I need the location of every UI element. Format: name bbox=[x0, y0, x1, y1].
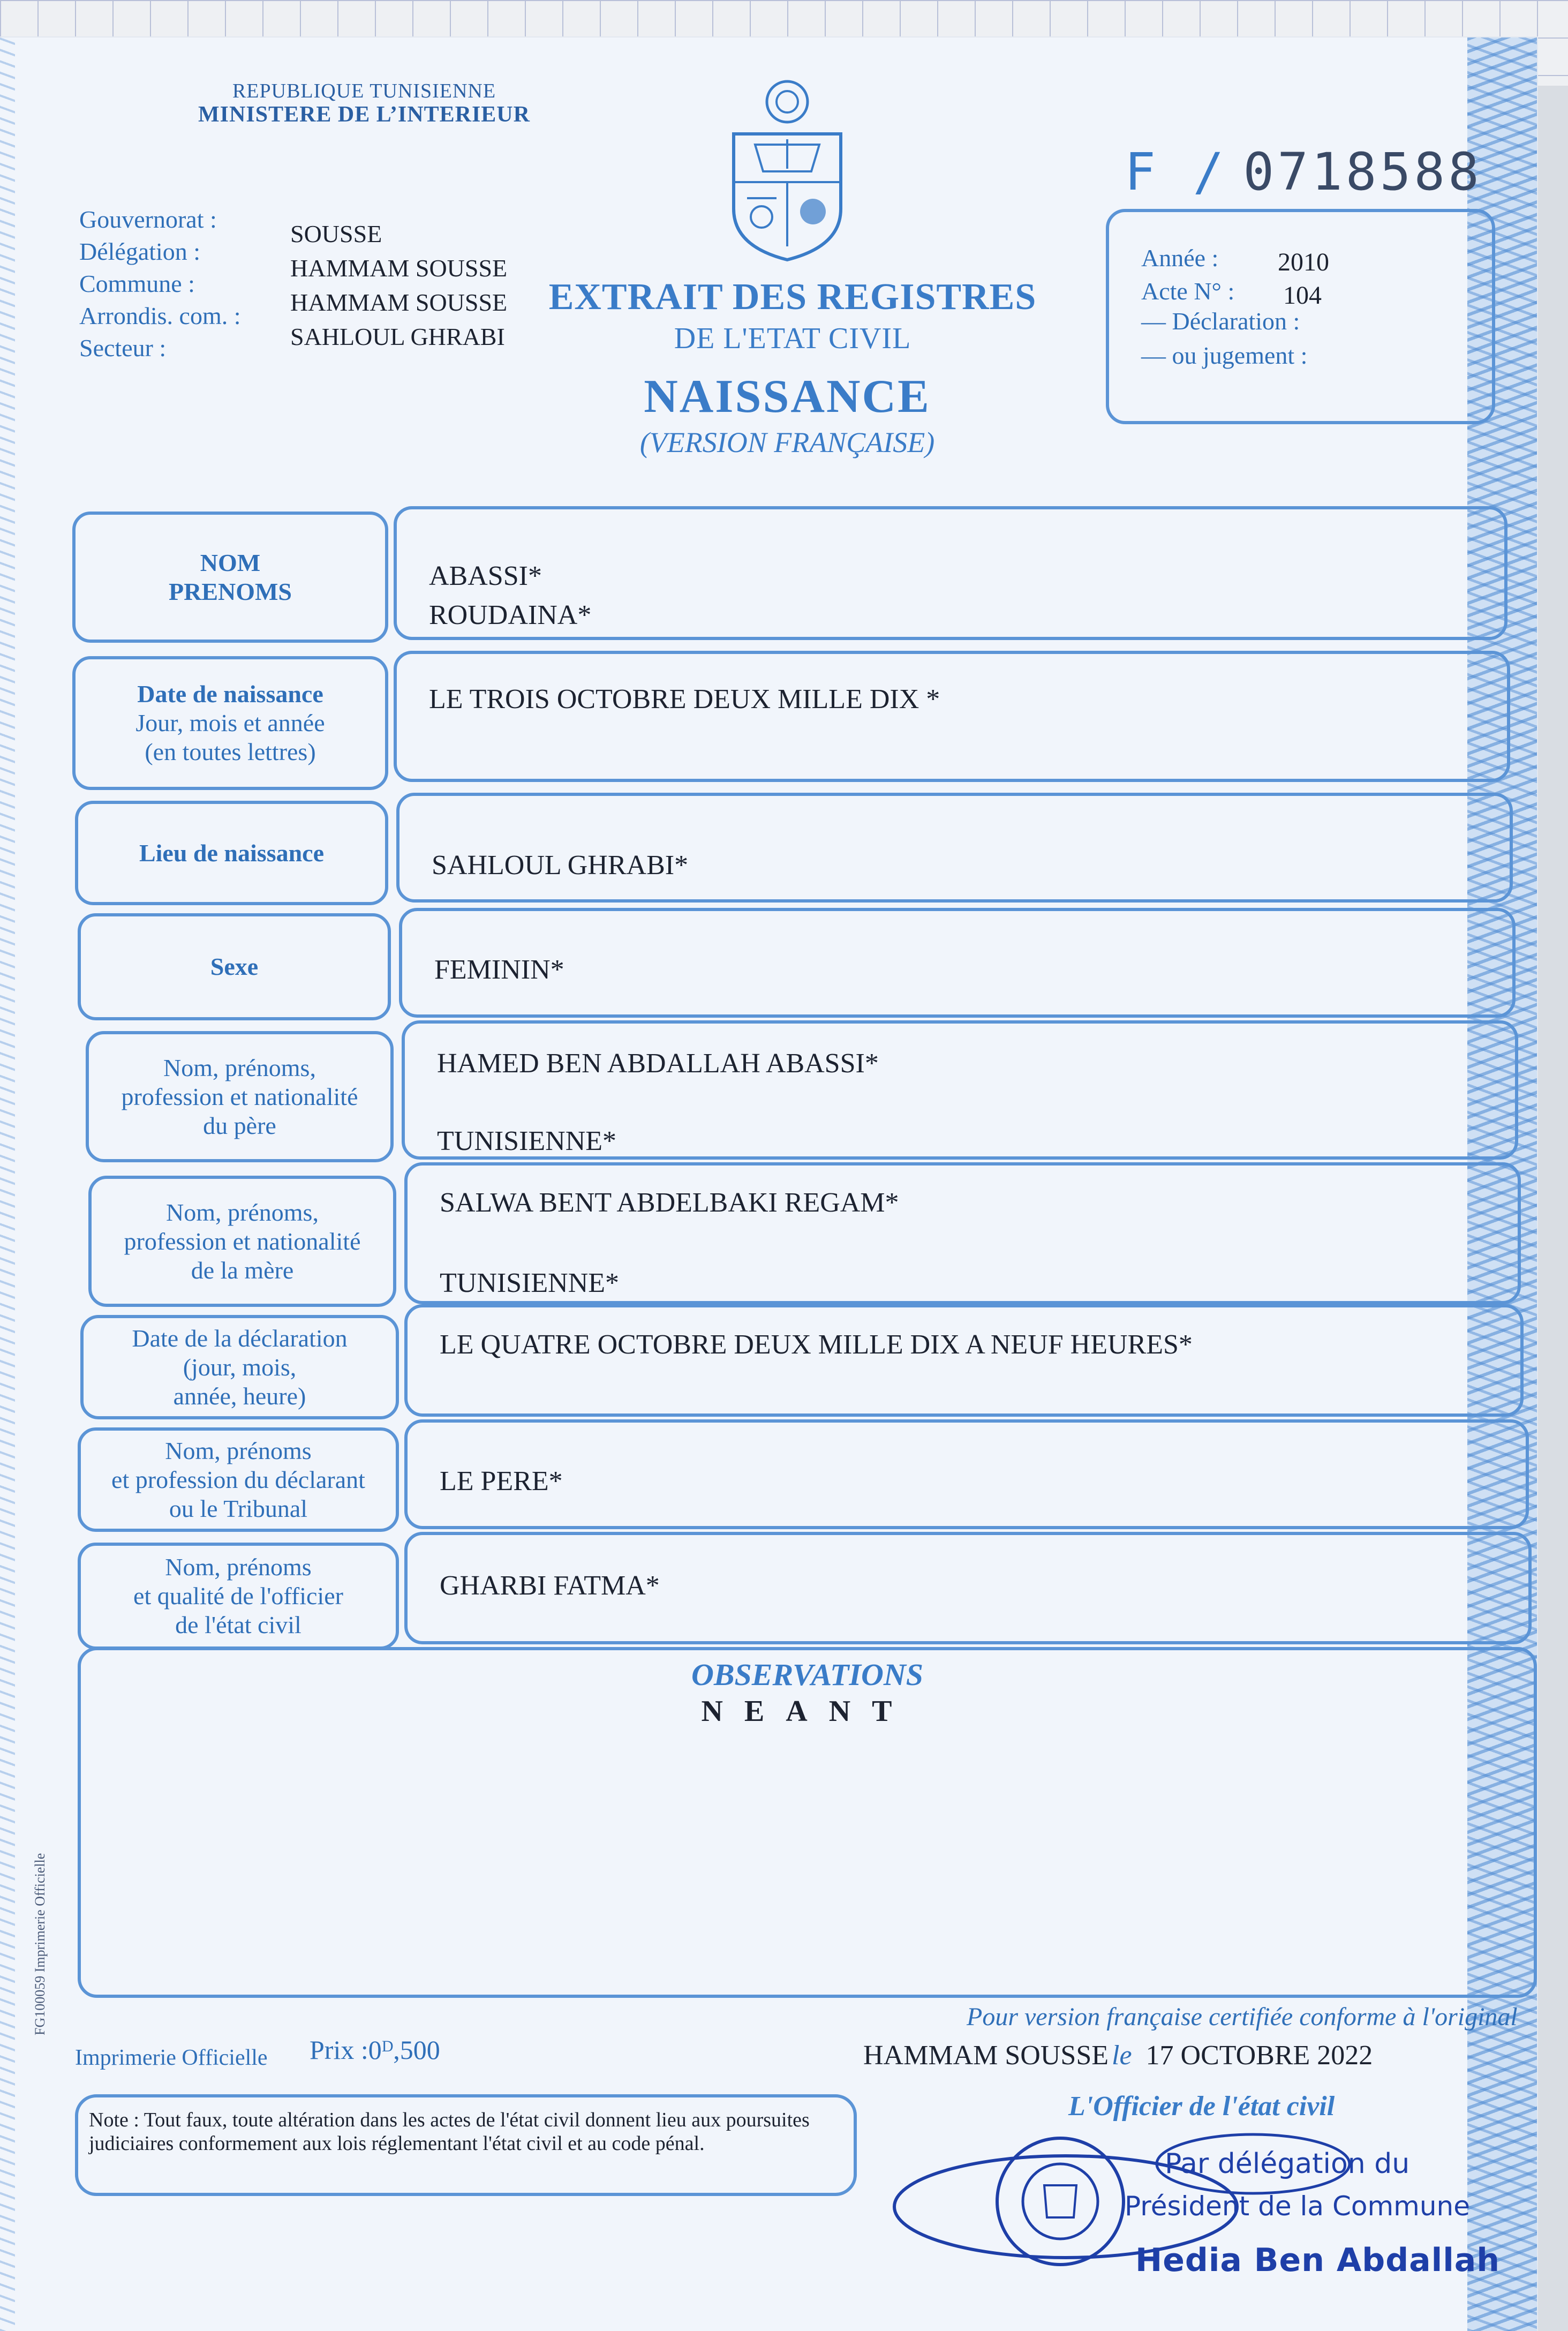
declarant-label-3: ou le Tribunal bbox=[169, 1494, 308, 1522]
birth-place-value: SAHLOUL GHRABI* bbox=[432, 850, 689, 881]
mother-label-1: Nom, prénoms, bbox=[166, 1198, 319, 1226]
given-names-value: ROUDAINA* bbox=[429, 600, 592, 630]
declaration-label: — Déclaration : bbox=[1141, 307, 1300, 335]
sex-value-box bbox=[399, 908, 1516, 1018]
father-label-3: du père bbox=[203, 1111, 276, 1139]
declarant-label-2: et profession du déclarant bbox=[111, 1465, 365, 1493]
officer-value-box bbox=[404, 1532, 1532, 1644]
issue-place: HAMMAM SOUSSE bbox=[863, 2040, 1109, 2071]
birth-date-label-box bbox=[72, 656, 388, 790]
printer-label: Imprimerie Officielle bbox=[75, 2046, 268, 2070]
mother-name-value: SALWA BENT ABDELBAKI REGAM* bbox=[440, 1187, 899, 1218]
birth-place-value-box bbox=[396, 793, 1513, 903]
officer-label-2: et qualité de l'officier bbox=[133, 1582, 343, 1610]
legal-note: Note : Tout faux, toute altération dans les actes de l'état civil donnent lieu aux poursuites judiciaires conformement aux lois réglementant l'état civil et au code pénal. bbox=[89, 2109, 810, 2155]
father-label-2: profession et nationalité bbox=[121, 1082, 358, 1110]
father-name-value: HAMED BEN ABDALLAH ABASSI* bbox=[437, 1048, 879, 1079]
officer-value: GHARBI FATMA* bbox=[440, 1570, 660, 1601]
mother-label-box bbox=[88, 1176, 396, 1307]
birth-place-label-box bbox=[75, 801, 388, 905]
sex-label-box bbox=[78, 913, 391, 1020]
act-number-label: Acte N° : bbox=[1141, 277, 1235, 305]
act-number-value: 104 bbox=[1283, 281, 1322, 310]
name-label: NOM bbox=[200, 548, 261, 576]
officer-label-box bbox=[78, 1543, 399, 1650]
issue-place-date bbox=[863, 2040, 1373, 2071]
legal-note-box bbox=[75, 2094, 857, 2196]
declaration-date-value: LE QUATRE OCTOBRE DEUX MILLE DIX A NEUF HEURES* bbox=[440, 1329, 1193, 1360]
declaration-date-label-1: Date de la déclaration bbox=[132, 1324, 348, 1352]
birth-place-label: Lieu de naissance bbox=[139, 839, 325, 867]
observations-title: OBSERVATIONS bbox=[691, 1657, 924, 1692]
birth-date-value-box bbox=[394, 651, 1510, 782]
father-value-box bbox=[402, 1020, 1518, 1160]
price-label: Prix :0ᴰ,500 bbox=[310, 2035, 440, 2065]
stamp-delegation-text: Par délégation du bbox=[1165, 2148, 1410, 2180]
act-reference-box bbox=[1106, 209, 1495, 424]
sector-value: SAHLOUL GHRABI bbox=[290, 323, 505, 350]
birth-date-label: Date de naissance bbox=[137, 680, 323, 708]
arrondissement-label: Arrondis. com. : bbox=[79, 302, 241, 329]
observations-value: NEANT bbox=[701, 1695, 914, 1728]
officer-label-1: Nom, prénoms bbox=[165, 1553, 312, 1581]
observations-box bbox=[78, 1647, 1537, 1998]
declaration-date-label-box bbox=[80, 1315, 399, 1419]
location-labels bbox=[79, 204, 241, 364]
certification-text: Pour version française certifiée conforme à l'original bbox=[967, 2003, 1518, 2031]
birth-date-value: LE TROIS OCTOBRE DEUX MILLE DIX * bbox=[429, 684, 940, 715]
given-names-label: PRENOMS bbox=[169, 577, 292, 605]
declaration-date-value-box bbox=[404, 1304, 1524, 1417]
document-title: EXTRAIT DES REGISTRES bbox=[548, 276, 1037, 318]
officer-title: L'Officier de l'état civil bbox=[1068, 2091, 1335, 2122]
issue-date: 17 OCTOBRE 2022 bbox=[1145, 2040, 1373, 2071]
governorate-label: Gouvernorat : bbox=[79, 206, 217, 233]
birth-date-hint: Jour, mois et année bbox=[135, 709, 325, 736]
serial-value: 0718588 bbox=[1243, 142, 1482, 202]
ministry-label: MINISTERE DE L’INTERIEUR bbox=[198, 102, 530, 127]
issuing-authority bbox=[166, 79, 562, 126]
serial-prefix: F / bbox=[1125, 142, 1227, 202]
judgment-label: — ou jugement : bbox=[1141, 342, 1308, 369]
declarant-label-1: Nom, prénoms bbox=[165, 1437, 312, 1464]
father-nationality-value: TUNISIENNE* bbox=[437, 1126, 617, 1156]
mother-label-3: de la mère bbox=[191, 1256, 294, 1284]
sector-label: Secteur : bbox=[79, 334, 167, 362]
officer-signature: Hedia Ben Abdallah bbox=[1135, 2242, 1500, 2279]
year-value: 2010 bbox=[1278, 248, 1329, 276]
governorate-value: SOUSSE bbox=[290, 220, 382, 247]
security-border-left bbox=[0, 37, 15, 2331]
declaration-date-label-3: année, heure) bbox=[173, 1382, 306, 1410]
name-label-box bbox=[72, 512, 388, 643]
declarant-value-box bbox=[404, 1419, 1529, 1529]
coat-of-arms-icon bbox=[723, 75, 851, 268]
certificate-type: NAISSANCE bbox=[644, 371, 931, 423]
mother-nationality-value: TUNISIENNE* bbox=[440, 1268, 620, 1298]
officer-label-3: de l'état civil bbox=[175, 1611, 301, 1638]
declarant-value: LE PERE* bbox=[440, 1466, 563, 1497]
language-version: (VERSION FRANÇAISE) bbox=[639, 426, 935, 458]
location-values bbox=[290, 217, 507, 354]
year-label: Année : bbox=[1141, 244, 1219, 272]
mother-value-box bbox=[404, 1162, 1521, 1304]
father-label-1: Nom, prénoms, bbox=[163, 1054, 316, 1081]
name-value-box bbox=[394, 506, 1507, 640]
printer-reference: FG100059 Imprimerie Officielle bbox=[32, 1853, 48, 2035]
surname-value: ABASSI* bbox=[429, 561, 542, 591]
serial-number bbox=[1125, 142, 1482, 202]
birth-date-hint-2: (en toutes lettres) bbox=[145, 738, 316, 765]
mother-label-2: profession et nationalité bbox=[124, 1227, 361, 1255]
delegation-label: Délégation : bbox=[79, 238, 201, 265]
delegation-value: HAMMAM SOUSSE bbox=[290, 254, 508, 282]
commune-value: HAMMAM SOUSSE bbox=[290, 289, 508, 316]
date-prefix: le bbox=[1112, 2040, 1132, 2071]
sex-label: Sexe bbox=[210, 953, 259, 980]
father-label-box bbox=[86, 1031, 394, 1162]
commune-label: Commune : bbox=[79, 270, 195, 297]
sex-value: FEMININ* bbox=[434, 954, 564, 985]
declarant-label-box bbox=[78, 1427, 399, 1532]
republic-label: REPUBLIQUE TUNISIENNE bbox=[232, 80, 496, 102]
declaration-date-label-2: (jour, mois, bbox=[183, 1353, 297, 1381]
stamp-president-text: Président de la Commune bbox=[1125, 2191, 1470, 2222]
document-subtitle: DE L'ETAT CIVIL bbox=[674, 322, 911, 355]
